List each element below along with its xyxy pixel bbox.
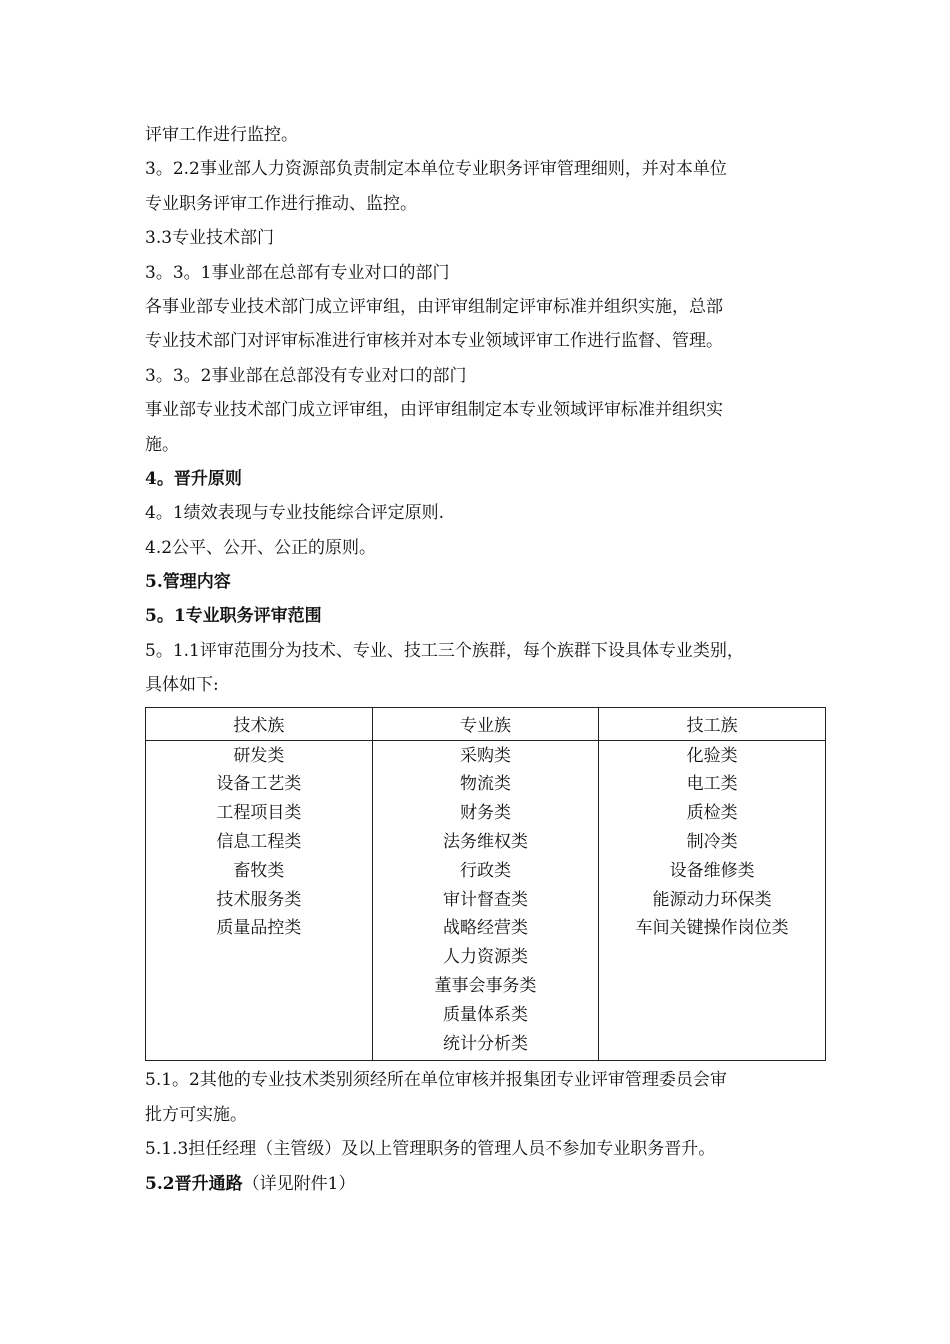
category-item: 质量品控类 [216, 918, 302, 939]
top-paragraphs [145, 118, 825, 703]
category-item: 技术服务类 [216, 889, 302, 910]
category-item: 设备工艺类 [216, 774, 302, 795]
paragraph-line: 5.1。2其他的专业技术类别须经所在单位审核并报集团专业评审管理委员会审 [145, 1070, 727, 1091]
paragraph-line: 3。2.2事业部人力资源部负责制定本单位专业职务评审管理细则，并对本单位 [145, 159, 727, 180]
paragraph-line: 3。3。1事业部在总部有专业对口的部门 [145, 262, 450, 283]
category-table [145, 707, 826, 1062]
category-item: 财务类 [459, 803, 511, 824]
category-item: 质检类 [686, 803, 738, 824]
bottom-paragraphs [145, 1063, 825, 1166]
paragraph-line: 5.1.3担任经理（主管级）及以上管理职务的管理人员不参加专业职务晋升。 [145, 1139, 716, 1160]
column-professional [372, 740, 599, 1061]
paragraph-line: 4。1绩效表现与专业技能综合评定原则. [145, 503, 445, 524]
section-heading: 4。晋升原则 [145, 468, 242, 489]
section-heading: 5.管理内容 [145, 572, 231, 593]
paragraph-line: 专业职务评审工作进行推动、监控。 [145, 193, 417, 214]
category-item: 化验类 [686, 745, 738, 766]
table-header-row [146, 707, 826, 740]
category-item: 质量体系类 [442, 1004, 528, 1025]
paragraph-line: 施。 [145, 434, 179, 455]
header-professional: 专业族 [372, 707, 599, 740]
category-item: 采购类 [459, 745, 511, 766]
paragraph-line: 评审工作进行监控。 [145, 125, 298, 145]
document-body [145, 118, 825, 1201]
paragraph-line: 3.3专业技术部门 [145, 228, 275, 249]
category-item: 战略经营类 [442, 918, 528, 939]
paragraph-line: 3。3。2事业部在总部没有专业对口的部门 [145, 365, 467, 386]
paragraph-line: 事业部专业技术部门成立评审组，由评审组制定本专业领域评审标准并组织实 [145, 400, 723, 421]
paragraph-line: 5。1.1评审范围分为技术、专业、技工三个族群，每个族群下设具体专业类别， [145, 640, 744, 661]
category-item: 畜牧类 [233, 860, 285, 881]
category-item: 物流类 [459, 774, 511, 795]
category-item: 设备维修类 [669, 860, 755, 881]
category-item: 信息工程类 [216, 832, 302, 853]
category-item: 能源动力环保类 [652, 889, 772, 910]
category-item: 法务维权类 [442, 832, 528, 853]
heading-note: （详见附件1） [242, 1173, 356, 1194]
category-item: 审计督查类 [442, 889, 528, 910]
column-skilled [599, 740, 826, 1061]
paragraph-line: 具体如下: [145, 675, 219, 696]
paragraph-line: 专业技术部门对评审标准进行审核并对本专业领域评审工作进行监督、管理。 [145, 331, 723, 352]
paragraph-line: 4.2公平、公开、公正的原则。 [145, 537, 377, 558]
category-item: 董事会事务类 [434, 976, 537, 997]
category-item: 电工类 [686, 774, 738, 795]
category-item: 统计分析类 [442, 1033, 528, 1054]
section-heading-promotion-path [145, 1167, 825, 1201]
category-item: 工程项目类 [216, 803, 302, 824]
category-item: 人力资源类 [442, 947, 528, 968]
table-body-row [146, 740, 826, 1061]
category-item: 车间关键操作岗位类 [635, 918, 789, 939]
section-heading: 5。1专业职务评审范围 [145, 606, 322, 627]
header-skilled: 技工族 [599, 707, 826, 740]
category-item: 研发类 [233, 745, 285, 766]
heading-bold-part: 5.2晋升通路 [145, 1173, 243, 1194]
category-item: 行政类 [459, 860, 511, 881]
paragraph-line: 各事业部专业技术部门成立评审组，由评审组制定评审标准并组织实施，总部 [145, 296, 723, 317]
header-technical: 技术族 [146, 707, 373, 740]
column-technical [146, 740, 373, 1061]
category-item: 制冷类 [686, 832, 738, 853]
paragraph-line: 批方可实施。 [145, 1104, 247, 1125]
